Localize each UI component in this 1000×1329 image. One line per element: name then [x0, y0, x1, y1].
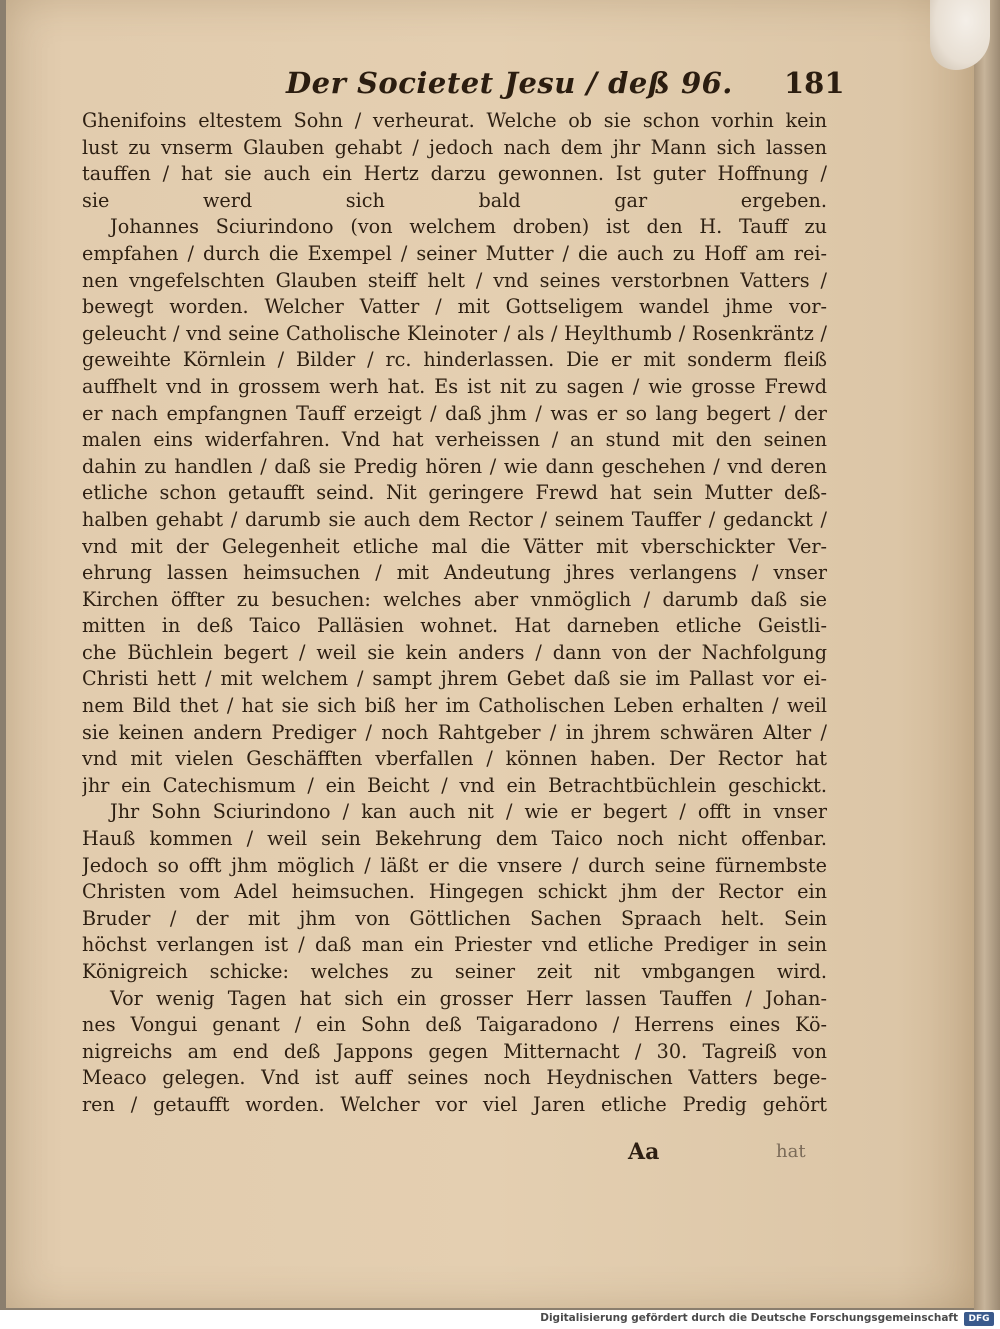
text-line: bewegt worden. Welcher Vatter / mit Gottseligem wandel jhme vor-: [82, 295, 827, 319]
text-line: mitten in deß Taico Palläsien wohnet. Hat darneben etliche Geistli-: [82, 614, 827, 638]
text-line: Meaco gelegen. Vnd ist auff seines noch Heydnischen Vatters bege-: [82, 1066, 827, 1090]
text-line: nes Vongui genant / ein Sohn deß Taigaradono / Herrens eines Kö-: [82, 1013, 827, 1037]
text-line: vnd mit der Gelegenheit etliche mal die Vätter mit vberschickter Ver-: [82, 534, 827, 558]
text-line: tauffen / hat sie auch ein Hertz darzu gewonnen. Ist guter Hoffnung /: [82, 162, 827, 186]
text-line: Johannes Sciurindono (von welchem droben) ist den H. Tauff zu: [110, 215, 827, 239]
footer-bar: [0, 1310, 1000, 1329]
text-line: Jhr Sohn Sciurindono / kan auch nit / wie er begert / offt in vnser: [110, 800, 827, 824]
text-line: Christen vom Adel heimsuchen. Hingegen schickt jhm der Rector ein: [82, 880, 827, 904]
running-head-title: Der Societet Jesu / deß 96.: [286, 66, 733, 100]
text-line: sie keinen andern Prediger / noch Rahtgeber / in jhrem schwären Alter /: [82, 720, 827, 744]
text-line: Ghenifoins eltestem Sohn / verheurat. Welche ob sie schon vorhin kein: [82, 109, 827, 132]
book-page: [6, 0, 976, 1308]
text-line: Kirchen öffter zu besuchen: welches aber vnmöglich / darumb daß sie: [82, 587, 827, 611]
text-line: nen vngefelschten Glauben steiff helt / vnd seines verstorbnen Vatters /: [82, 268, 827, 292]
text-line: nigreichs am end deß Jappons gegen Mitternacht / 30. Tagreiß von: [82, 1039, 827, 1063]
text-line: lust zu vnserm Glauben gehabt / jedoch nach dem jhr Mann sich lassen: [82, 135, 827, 159]
text-line: Jedoch so offt jhm möglich / läßt er die vnsere / durch seine fürnembste: [82, 853, 827, 877]
page-edge: [974, 0, 1000, 1310]
text-line: dahin zu handlen / daß sie Predig hören / wie dann geschehen / vnd deren: [82, 454, 827, 478]
dfg-logo-icon: DFG: [964, 1312, 994, 1326]
text-line: geleucht / vnd seine Catholische Kleinoter / als / Heylthumb / Rosenkräntz /: [82, 321, 827, 345]
text-line: jhr ein Catechismum / ein Beicht / vnd ein Betrachtbüchlein geschickt.: [82, 773, 827, 797]
text-line: ren / getaufft worden. Welcher vor viel Jaren etliche Predig gehört: [82, 1092, 827, 1116]
catchword: hat: [776, 1141, 806, 1162]
text-line: halben gehabt / darumb sie auch dem Rector / seinem Tauffer / gedanckt /: [82, 507, 827, 531]
catchword-row: [6, 1137, 974, 1171]
body-text: [82, 108, 827, 1119]
text-line: auffhelt vnd in grossem werh hat. Es ist nit zu sagen / wie grosse Frewd: [82, 374, 827, 398]
text-line: höchst verlangen ist / daß man ein Priester vnd etliche Prediger in sein: [82, 933, 827, 957]
text-line: etliche schon getaufft seind. Nit geringere Frewd hat sein Mutter deß-: [82, 481, 827, 505]
text-line: Bruder / der mit jhm von Göttlichen Sachen Spraach helt. Sein: [82, 906, 827, 930]
text-line: ehrung lassen heimsuchen / mit Andeutung jhres verlangens / vnser: [82, 561, 827, 585]
text-line: Hauß kommen / weil sein Bekehrung dem Taico noch nicht offenbar.: [82, 827, 827, 851]
text-line: er nach empfangnen Tauff erzeigt / daß jhm / was er so lang begert / der: [82, 401, 827, 425]
running-head: [6, 60, 974, 104]
page-number: 181: [784, 66, 845, 100]
footer-credit: Digitalisierung gefördert durch die Deutsche Forschungsgemeinschaft: [540, 1312, 958, 1324]
text-line: nem Bild thet / hat sie sich biß her im Catholischen Leben erhalten / weil: [82, 694, 827, 718]
text-line: malen eins widerfahren. Vnd hat verheissen / an stund mit den seinen: [82, 428, 827, 452]
text-line: vnd mit vielen Geschäfften vberfallen / können haben. Der Rector hat: [82, 747, 827, 771]
text-line: sie werd sich bald gar ergeben.: [82, 188, 827, 212]
signature-mark: Aa: [628, 1139, 660, 1165]
text-line: Königreich schicke: welches zu seiner zeit nit vmbgangen wird.: [82, 960, 827, 983]
text-line: Vor wenig Tagen hat sich ein grosser Herr lassen Tauffen / Johan-: [110, 986, 827, 1010]
text-line: che Büchlein begert / weil sie kein anders / dann von der Nachfolgung: [82, 640, 827, 664]
text-line: geweihte Körnlein / Bilder / rc. hinderlassen. Die er mit sonderm fleiß: [82, 348, 827, 372]
text-line: Christi hett / mit welchem / sampt jhrem Gebet daß sie im Pallast vor ei-: [82, 667, 827, 691]
text-line: empfahen / durch die Exempel / seiner Mutter / die auch zu Hoff am rei-: [82, 241, 827, 265]
